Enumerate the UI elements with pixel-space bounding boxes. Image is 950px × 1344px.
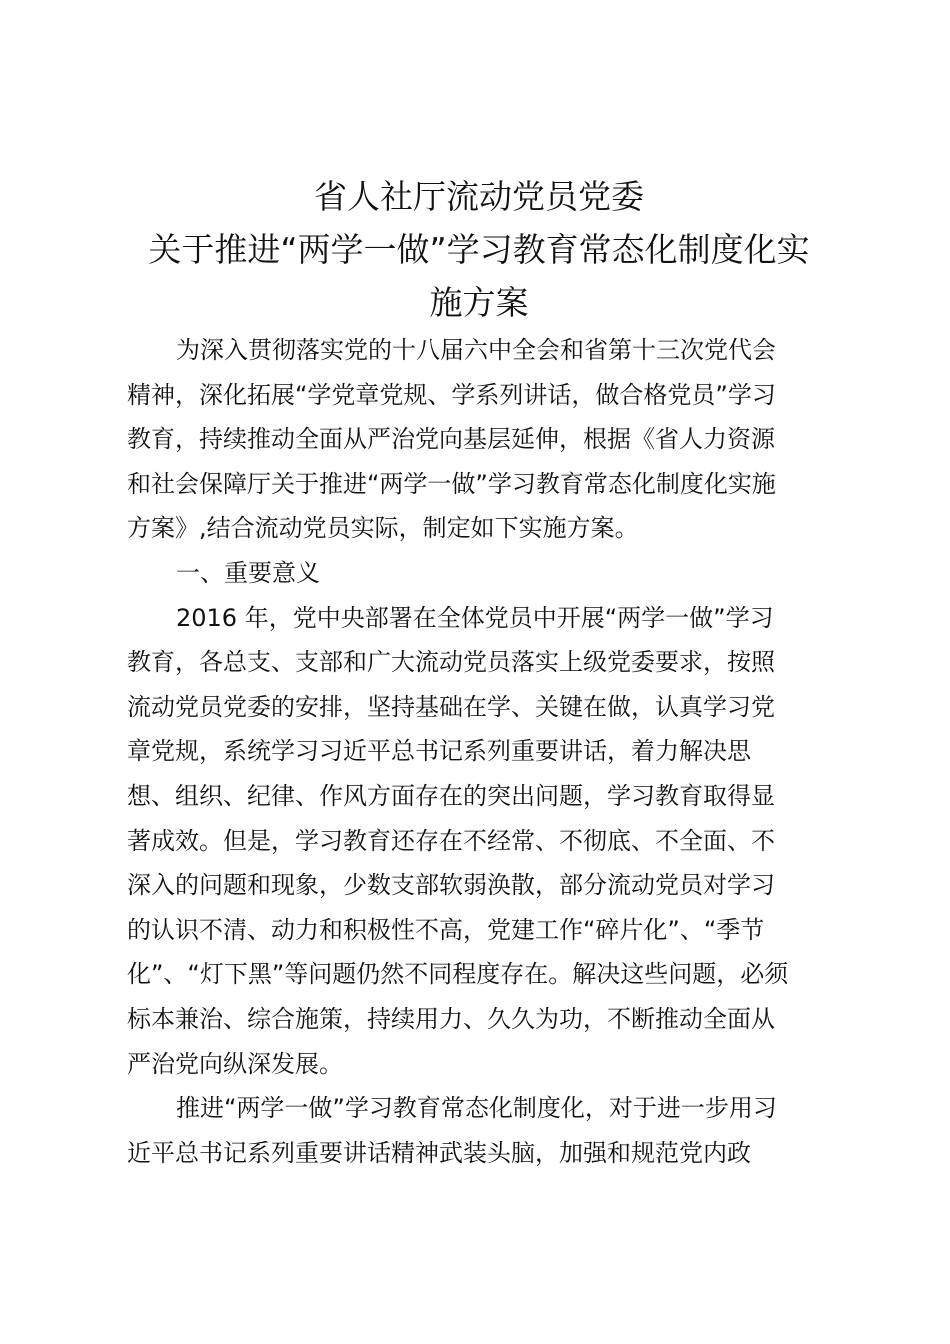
body-text-line: 的认识不清、动力和积极性不高，党建工作“碎片化”、“季节 bbox=[127, 915, 765, 944]
title-line: 施方案 bbox=[429, 283, 529, 322]
body-text-line: 精神，深化拓展“学党章党规、学系列讲话，做合格党员”学习 bbox=[127, 380, 776, 409]
body-text-line: 流动党员党委的安排，坚持基础在学、关键在做，认真学习党 bbox=[127, 692, 775, 721]
body-text-line: 章党规，系统学习习近平总书记系列重要讲话，着力解决思 bbox=[127, 737, 751, 766]
body-text-line: 教育，持续推动全面从严治党向基层延伸，根据《省人力资源 bbox=[127, 425, 775, 454]
body-text-line: 化”、“灯下黑”等问题仍然不同程度存在。解决这些问题，必须 bbox=[127, 960, 789, 989]
body-text-line: 想、组织、纪律、作风方面存在的突出问题，学习教育取得显 bbox=[127, 781, 775, 810]
body-text-line: 深入的问题和现象，少数支部软弱涣散，部分流动党员对学习 bbox=[127, 871, 775, 900]
body-text-line: 推进“两学一做”学习教育常态化制度化，对于进一步用习 bbox=[176, 1094, 777, 1123]
body-text-line: 和社会保障厅关于推进“两学一做”学习教育常态化制度化实施 bbox=[127, 469, 776, 498]
body-text-line: 严治党向纵深发展。 bbox=[127, 1049, 343, 1078]
title-line: 关于推进“两学一做”学习教育常态化制度化实 bbox=[148, 230, 810, 269]
title-line: 省人社厅流动党员党委 bbox=[314, 177, 644, 216]
body-text-line: 标本兼治、综合施策，持续用力、久久为功，不断推动全面从 bbox=[127, 1004, 775, 1033]
body-text-line: 近平总书记系列重要讲话精神武装头脑，加强和规范党内政 bbox=[127, 1138, 751, 1167]
body-text-line: 为深入贯彻落实党的十八届六中全会和省第十三次党代会 bbox=[176, 336, 776, 364]
document-body bbox=[127, 328, 827, 1175]
body-text-line: 著成效。但是，学习教育还存在不经常、不彻底、不全面、不 bbox=[127, 826, 775, 855]
body-text-line: 一、重要意义 bbox=[176, 558, 320, 587]
document-title bbox=[118, 170, 840, 329]
body-text-line: 教育，各总支、支部和广大流动党员落实上级党委要求，按照 bbox=[127, 648, 775, 677]
body-text-line: 方案》,结合流动党员实际，制定如下实施方案。 bbox=[127, 514, 639, 543]
body-text-line: 2016 年，党中央部署在全体党员中开展“两学一做”学习 bbox=[176, 603, 774, 632]
